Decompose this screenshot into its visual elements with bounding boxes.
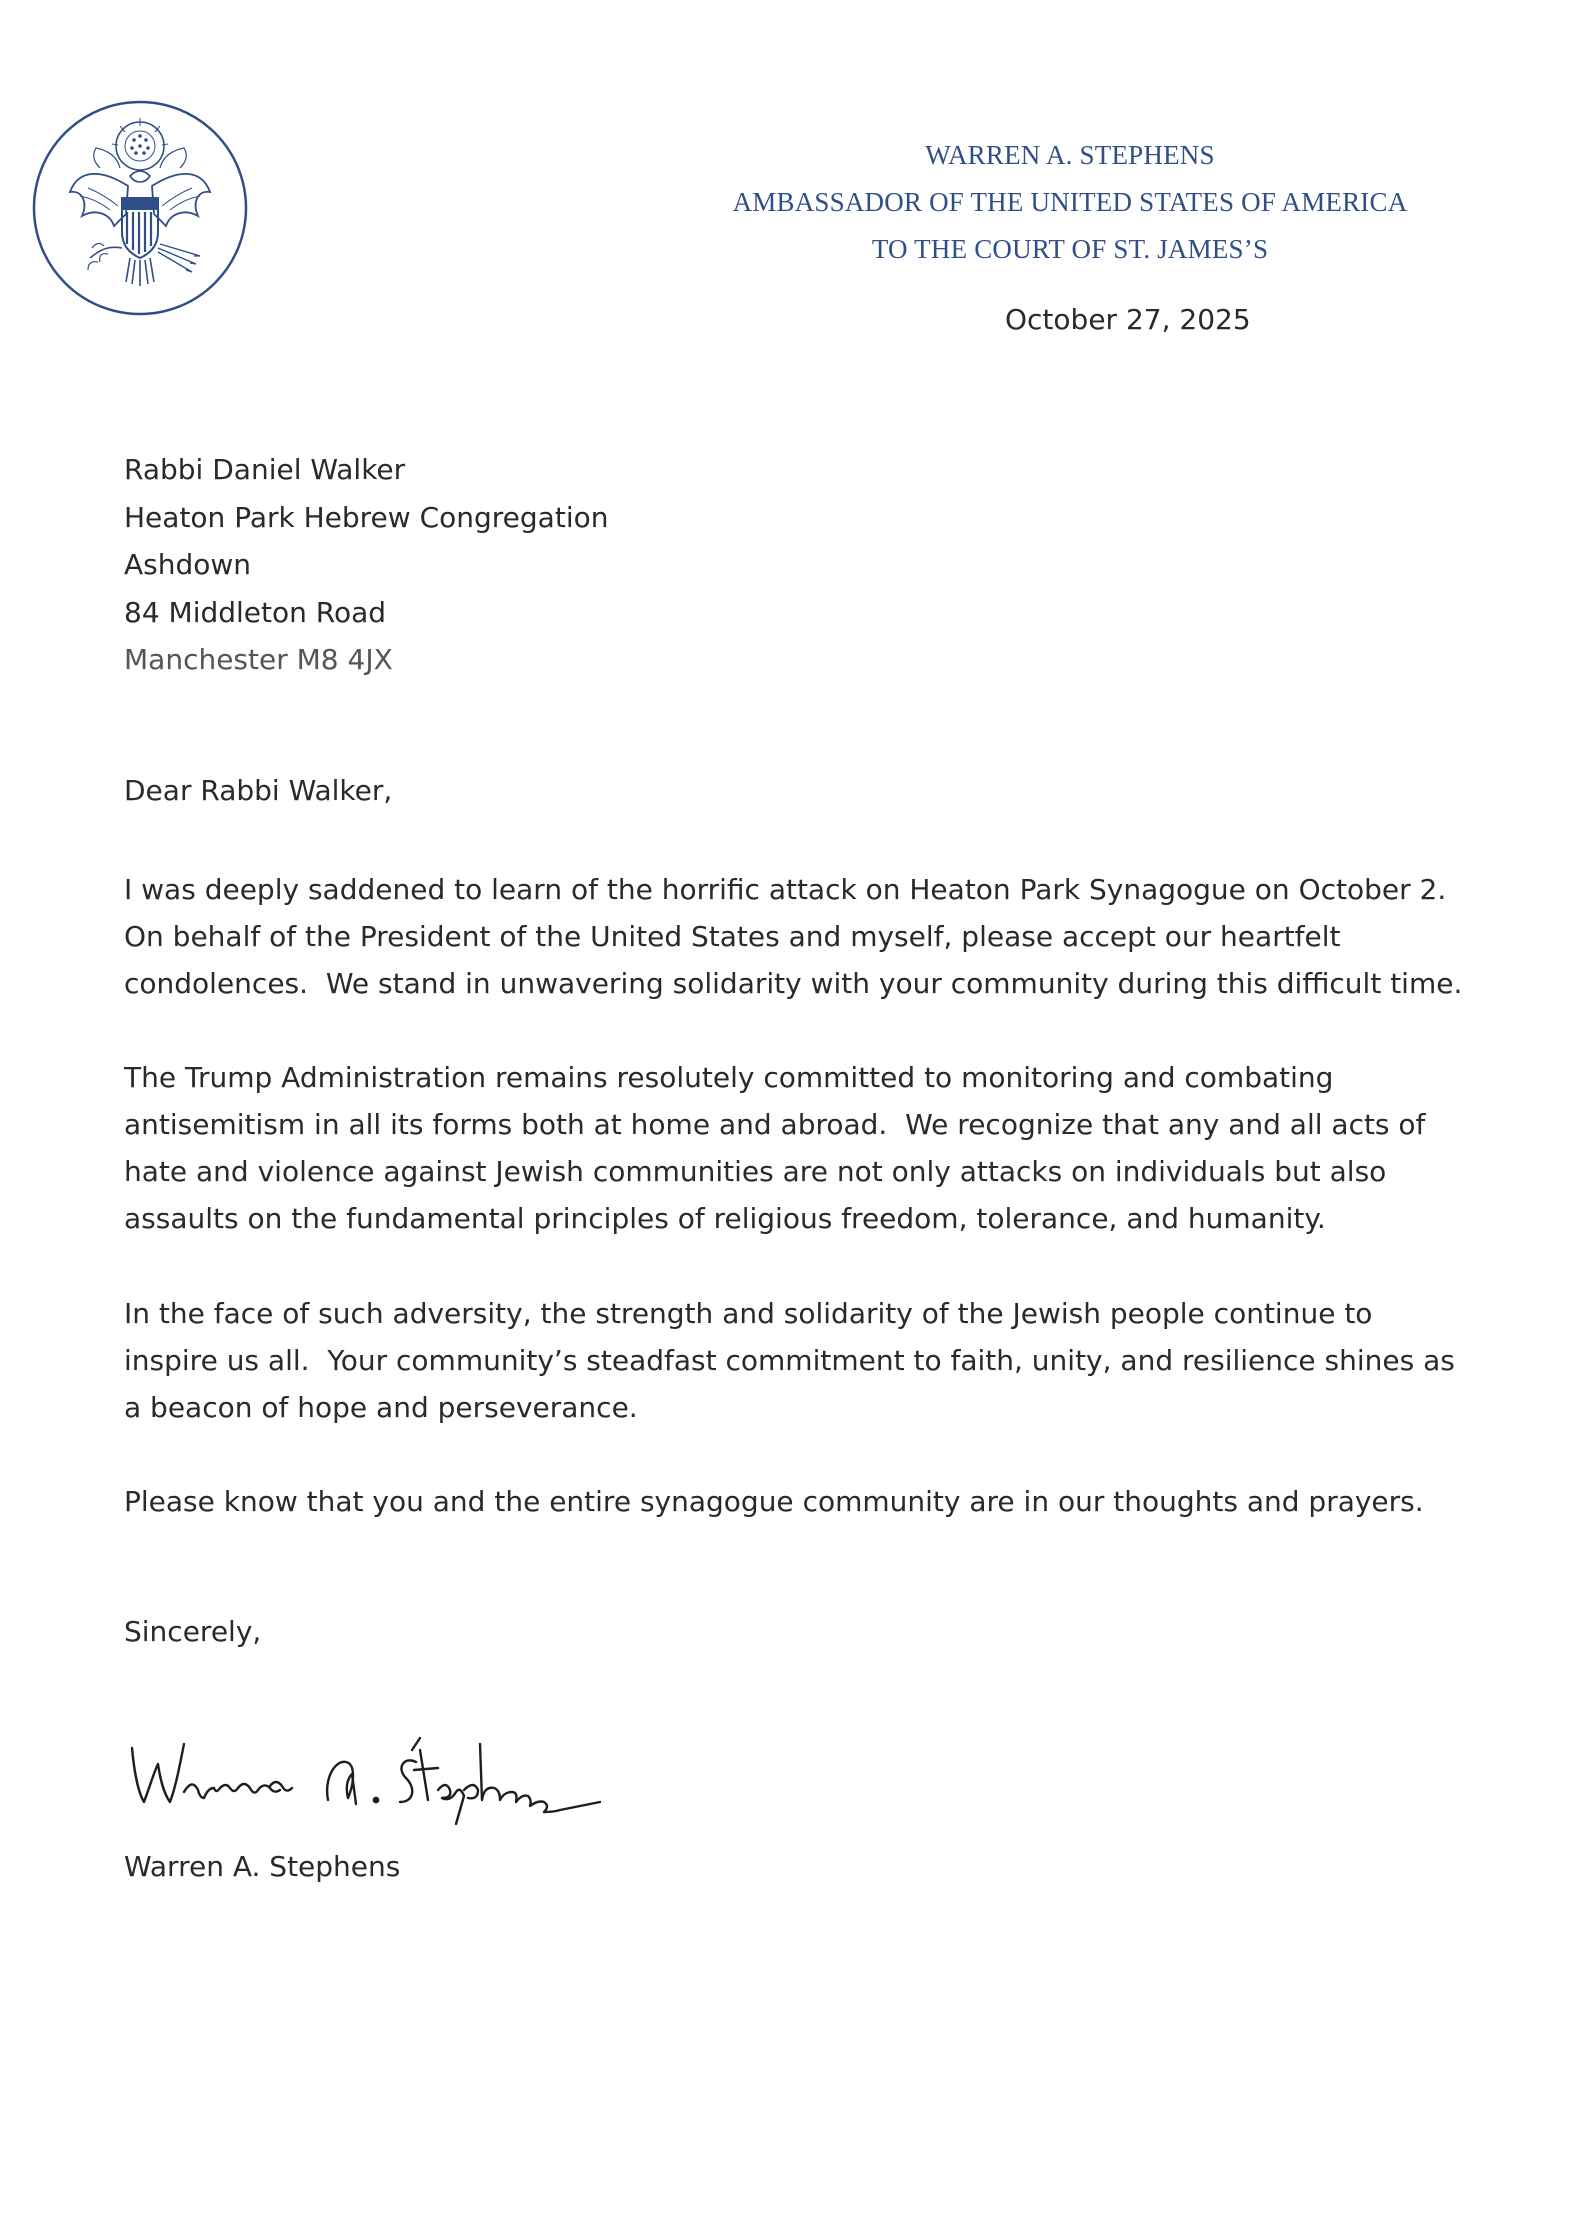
paragraph-line: assaults on the fundamental principles of religious freedom, tolerance, and humanity.: [124, 1202, 1326, 1235]
court-designation: TO THE COURT OF ST. JAMES’S: [871, 234, 1269, 264]
signer-name: Warren A. Stephens: [124, 1850, 401, 1883]
letterhead: [700, 132, 1440, 273]
paragraph-line: Please know that you and the entire synagogue community are in our thoughts and prayers.: [124, 1485, 1424, 1518]
recipient-organization: Heaton Park Hebrew Congregation: [124, 500, 609, 534]
great-seal-icon: [30, 98, 250, 318]
ambassador-title: AMBASSADOR OF THE UNITED STATES OF AMERICA: [732, 187, 1408, 217]
recipient-city: Manchester M8 4JX: [124, 643, 393, 676]
body-paragraph: [124, 1290, 1454, 1431]
recipient-address: [124, 446, 608, 684]
body-paragraph: [124, 866, 1463, 1007]
letter-date: October 27, 2025: [1005, 303, 1251, 336]
paragraph-line: antisemitism in all its forms both at home and abroad. We recognize that any and all acts of: [124, 1108, 1426, 1141]
paragraph-line: hate and violence against Jewish communities are not only attacks on individuals but also: [124, 1155, 1387, 1188]
salutation: Dear Rabbi Walker,: [124, 774, 393, 807]
recipient-building: Ashdown: [124, 548, 252, 581]
recipient-street: 84 Middleton Road: [124, 595, 387, 629]
paragraph-line: In the face of such adversity, the strength and solidarity of the Jewish people continue to: [124, 1297, 1373, 1330]
paragraph-line: inspire us all. Your community’s steadfast commitment to faith, unity, and resilience shines as: [124, 1344, 1455, 1377]
paragraph-line: On behalf of the President of the United States and myself, please accept our heartfelt: [124, 920, 1341, 953]
handwritten-signature-icon: [120, 1720, 660, 1830]
body-paragraph: [124, 1054, 1454, 1242]
body-paragraph: [124, 1478, 1454, 1525]
closing: Sincerely,: [124, 1615, 262, 1648]
paragraph-line: I was deeply saddened to learn of the horrific attack on Heaton Park Synagogue on October 2.: [124, 873, 1447, 906]
ambassador-name: WARREN A. STEPHENS: [925, 140, 1215, 170]
recipient-name: Rabbi Daniel Walker: [124, 453, 406, 486]
paragraph-line: a beacon of hope and perseverance.: [124, 1391, 638, 1424]
paragraph-line: condolences. We stand in unwavering solidarity with your community during this difficult time.: [124, 967, 1463, 1000]
paragraph-line: The Trump Administration remains resolutely committed to monitoring and combating: [124, 1061, 1334, 1094]
